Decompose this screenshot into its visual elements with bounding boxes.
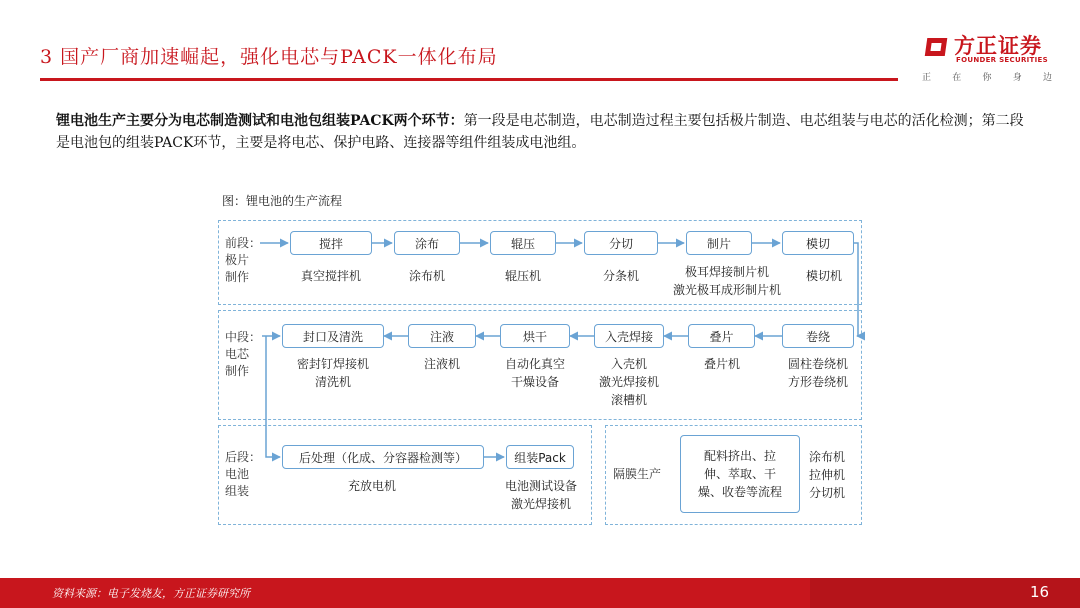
logo-name: 方正证券: [954, 34, 1042, 58]
stage-label-line: 制作: [225, 270, 250, 284]
equipment-label: [486, 267, 560, 285]
separator-label: 隔膜生产: [613, 467, 662, 481]
slogan-char: 你: [982, 73, 992, 83]
flow-arrow: [266, 336, 280, 457]
equipment-label: [282, 267, 380, 285]
equipment-line: 辊压机: [504, 269, 541, 283]
equipment-label: [664, 263, 790, 299]
separator-process-line: 燥、收卷等流程: [697, 485, 782, 499]
equipment-line: 圆柱卷绕机: [787, 357, 848, 371]
equipment-label: [496, 477, 586, 513]
equipment-line: 滚槽机: [610, 393, 647, 407]
step-box-rolling: 辊压: [490, 231, 556, 255]
step-box-drying: 烘干: [500, 324, 570, 348]
slogan-char: 身: [1012, 73, 1022, 83]
step-box-mixing: 搅拌: [290, 231, 372, 255]
equipment-label: [776, 355, 860, 391]
equipment-line: 激光焊接机: [598, 375, 659, 389]
equipment-line: 分切机: [808, 486, 845, 500]
step-box-slitting: 分切: [584, 231, 658, 255]
slogan-char: 正: [922, 73, 932, 83]
slide-title: 3 国产厂商加速崛起，强化电芯与PACK一体化布局: [40, 46, 498, 68]
stage-label-line: 制作: [225, 364, 250, 378]
step-box-pack-assembly: 组装Pack: [506, 445, 574, 469]
source-note: 资料来源：电子发烧友，方正证券研究所: [52, 587, 250, 600]
equipment-label: [584, 355, 674, 409]
step-box-electrolyte-filling: 注液: [408, 324, 476, 348]
equipment-line: 拉伸机: [808, 468, 845, 482]
separator-process-box: [680, 435, 800, 513]
equipment-line: 涂布机: [808, 450, 845, 464]
step-box-coating: 涂布: [394, 231, 460, 255]
separator-equipment: [802, 448, 852, 502]
equipment-line: 电池测试设备: [504, 479, 577, 493]
equipment-label: [686, 355, 758, 373]
stage-label-line: 极片: [225, 253, 250, 267]
stage-label-line: 电芯: [225, 347, 250, 361]
summary-body: 第一段是电芯制造，电芯制造过程主要包括极片制造、电芯组装与电芯的活化检测；第二段是电池包的组装PACK环节，主要是将电芯、保护电路、连接器等组件组装成电池组。: [56, 113, 1024, 151]
equipment-line: 充放电机: [347, 479, 396, 493]
equipment-line: 激光焊接机: [510, 497, 571, 511]
equipment-line: 分条机: [602, 269, 639, 283]
equipment-line: 叠片机: [703, 357, 740, 371]
equipment-label: [390, 267, 464, 285]
equipment-label: [490, 355, 580, 391]
slogan-char: 边: [1042, 73, 1052, 83]
step-box-sealing-cleaning: 封口及清洗: [282, 324, 384, 348]
stage-label-line: 电池: [225, 467, 250, 481]
summary-lead: 锂电池生产主要分为电芯制造测试和电池包组装PACK两个环节：: [56, 113, 464, 129]
equipment-line: 自动化真空: [504, 357, 565, 371]
step-box-stacking: 叠片: [688, 324, 755, 348]
stage-label-line: 中段：: [225, 330, 262, 344]
step-box-casing-welding: 入壳焊接: [594, 324, 664, 348]
equipment-line: 涂布机: [408, 269, 445, 283]
equipment-line: 清洗机: [314, 375, 351, 389]
separator-process-line: 配料挤出、拉: [703, 449, 776, 463]
step-box-die-cutting: 模切: [782, 231, 854, 255]
equipment-label: [404, 355, 480, 373]
stage-label-line: 后段：: [225, 450, 262, 464]
stage-label-line: 组装: [225, 484, 250, 498]
slogan-char: 在: [952, 73, 962, 83]
step-box-post-processing: 后处理（化成、分容器检测等）: [282, 445, 484, 469]
equipment-label: [322, 477, 422, 495]
step-box-tab-making: 制片: [686, 231, 752, 255]
equipment-label: [792, 267, 856, 285]
equipment-line: 极耳焊接制片机: [684, 265, 769, 279]
step-box-winding: 卷绕: [782, 324, 854, 348]
separator-process-line: 伸、萃取、干: [703, 467, 776, 481]
logo-english-name: FOUNDER SECURITIES: [956, 56, 1048, 64]
equipment-line: 入壳机: [610, 357, 647, 371]
equipment-line: 真空搅拌机: [300, 269, 361, 283]
stage-label-line: 前段：: [225, 236, 262, 250]
figure-caption: 图：锂电池的生产流程: [222, 194, 343, 208]
flow-arrow: [854, 243, 858, 336]
equipment-label: [280, 355, 386, 391]
equipment-line: 密封钉焊接机: [296, 357, 369, 371]
equipment-label: [582, 267, 660, 285]
page-number: 16: [1030, 583, 1050, 601]
equipment-line: 注液机: [423, 357, 460, 371]
equipment-line: 激光极耳成形制片机: [672, 283, 781, 297]
equipment-line: 干燥设备: [510, 375, 559, 389]
equipment-line: 模切机: [805, 269, 842, 283]
equipment-line: 方形卷绕机: [787, 375, 848, 389]
